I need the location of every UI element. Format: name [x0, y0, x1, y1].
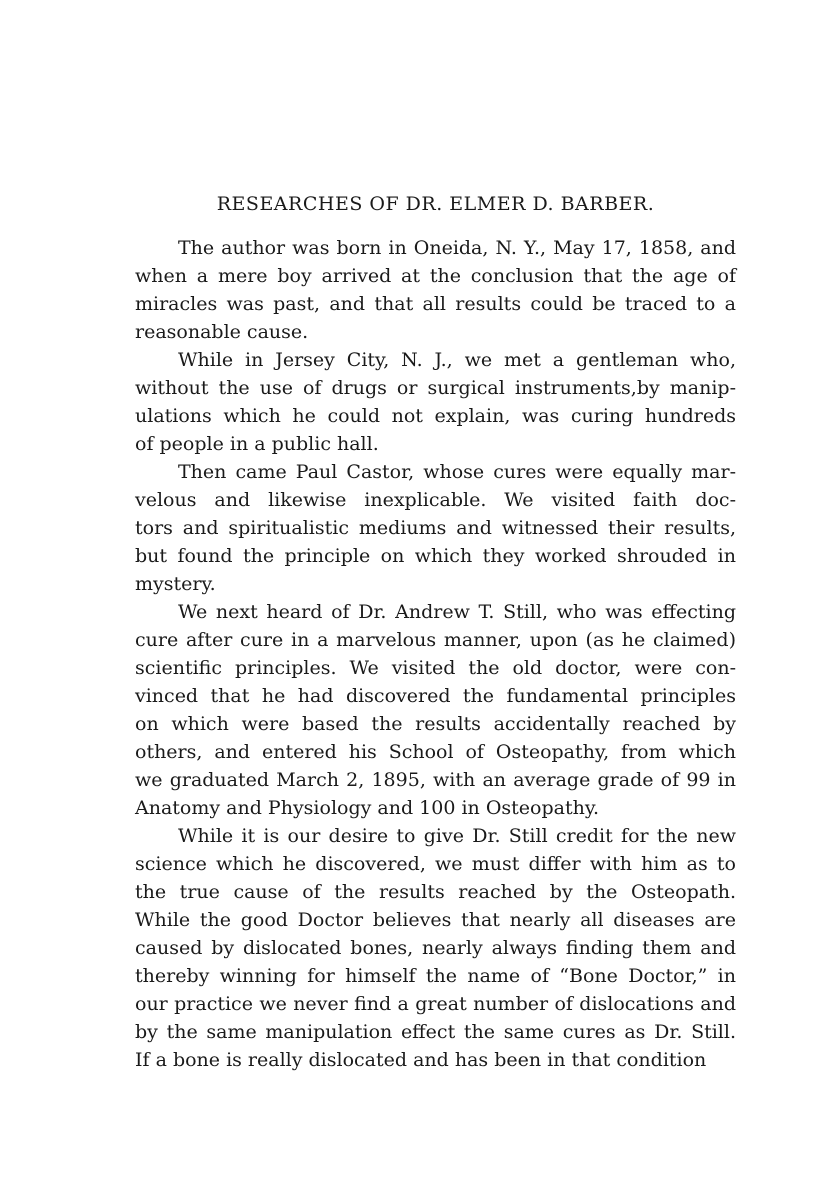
text-line: Then came Paul Castor, whose cures were equally mar-: [178, 461, 736, 483]
text-line: when a mere boy arrived at the conclusion that the age of: [135, 265, 736, 287]
text-line: velous and likewise inexplicable. We visited faith doc-: [135, 489, 736, 511]
paragraph: [135, 598, 736, 822]
page-text: [135, 190, 736, 1074]
text-line: While the good Doctor believes that nearly all diseases are: [135, 909, 736, 931]
text-line: by the same manipulation effect the same cures as Dr. Still.: [135, 1021, 736, 1043]
text-line: We next heard of Dr. Andrew T. Still, who was effecting: [178, 601, 736, 623]
paragraph: [135, 346, 736, 458]
paragraph: [135, 234, 736, 346]
text-line: The author was born in Oneida, N. Y., May 17, 1858, and: [178, 237, 736, 259]
text-line: caused by dislocated bones, nearly always finding them and: [135, 937, 736, 959]
text-line: ulations which he could not explain, was curing hundreds: [135, 405, 736, 427]
page-title: RESEARCHES OF DR. ELMER D. BARBER.: [216, 193, 655, 215]
text-line: scientific principles. We visited the old doctor, were con-: [135, 657, 736, 679]
text-line: Anatomy and Physiology and 100 in Osteopathy.: [135, 797, 600, 819]
text-line: miracles was past, and that all results could be traced to a: [135, 293, 736, 315]
text-line: mystery.: [135, 573, 216, 595]
text-line: but found the principle on which they worked shrouded in: [135, 545, 736, 567]
body-text: [135, 234, 736, 1074]
text-line: vinced that he had discovered the fundamental principles: [135, 685, 736, 707]
text-line: the true cause of the results reached by the Osteopath.: [135, 881, 736, 903]
text-line: tors and spiritualistic mediums and witnessed their results,: [135, 517, 736, 539]
text-line: on which were based the results accidentally reached by: [135, 713, 736, 735]
text-line: of people in a public hall.: [135, 433, 379, 455]
text-line: science which he discovered, we must differ with him as to: [135, 853, 736, 875]
paragraph: [135, 822, 736, 1074]
text-line: our practice we never find a great number of dislocations and: [135, 993, 736, 1015]
paragraph: [135, 458, 736, 598]
text-line: thereby winning for himself the name of “Bone Doctor,” in: [135, 965, 736, 987]
text-line: If a bone is really dislocated and has been in that condition: [135, 1049, 707, 1071]
text-line: While it is our desire to give Dr. Still credit for the new: [178, 825, 736, 847]
text-line: we graduated March 2, 1895, with an average grade of 99 in: [135, 769, 736, 791]
text-line: without the use of drugs or surgical instruments,by manip-: [135, 377, 736, 399]
text-line: cure after cure in a marvelous manner, upon (as he claimed): [135, 629, 736, 651]
text-line: others, and entered his School of Osteopathy, from which: [135, 741, 736, 763]
text-line: While in Jersey City, N. J., we met a gentleman who,: [178, 349, 736, 371]
text-line: reasonable cause.: [135, 321, 309, 343]
